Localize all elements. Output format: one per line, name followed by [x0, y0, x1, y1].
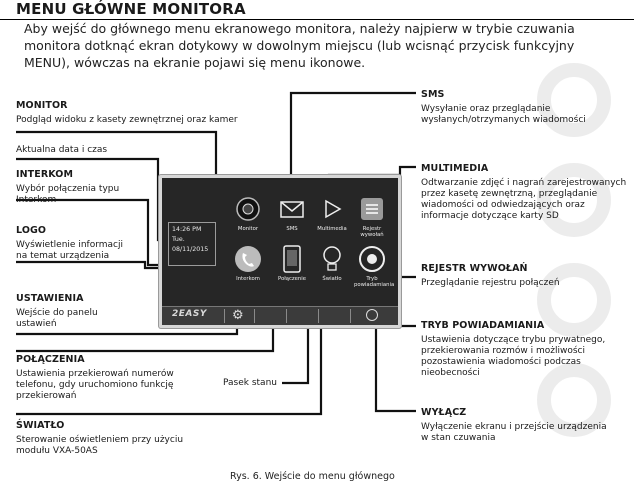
tile-polaczenie[interactable] — [274, 244, 310, 282]
label-tryb — [421, 320, 605, 379]
label-tryb-text: Ustawienia dotyczące trybu prywatnego, — [421, 335, 606, 345]
label-multimedia-title: MULTIMEDIA — [421, 163, 489, 174]
label-pasek — [223, 378, 277, 389]
notification-mode-icon — [357, 244, 387, 274]
bar-separator — [286, 309, 287, 323]
tile-monitor-label: Monitor — [237, 226, 259, 232]
tile-sms[interactable] — [274, 194, 310, 232]
label-sms-title: SMS — [421, 89, 445, 100]
label-wylacz — [421, 407, 607, 444]
status-bar — [162, 306, 398, 325]
label-logo-text: Wyświetlenie informacji — [16, 240, 123, 250]
phone-icon — [233, 244, 263, 274]
tile-sms-label: SMS — [286, 226, 298, 232]
label-sms-text: wysłanych/otrzymanych wiadomości — [421, 115, 586, 125]
tile-multimedia-label: Multimedia — [317, 226, 347, 232]
label-monitor — [16, 100, 238, 126]
intro-paragraph: Aby wejść do głównego menu ekranowego monitora, należy najpierw w trybie czuwania monitora dotknąć ekran dotykowy w dowolnym miejscu (lub wcisnąć przycisk funkcyjny MENU), wówczas na ekranie pojawi się menu ikonowe. — [24, 21, 575, 70]
label-swiatlo — [16, 420, 183, 457]
label-ustawienia-text: Wejście do panelu — [16, 308, 98, 318]
clock-time: 14:26 PM — [172, 226, 202, 233]
label-multimedia-text: Odtwarzanie zdjęć i nagrań zarejestrowanych — [421, 178, 627, 188]
label-polaczenia-text: przekierowań — [16, 391, 77, 401]
tile-rejestr[interactable] — [354, 194, 390, 238]
label-rejestr — [421, 263, 560, 289]
clock-date: 08/11/2015 — [172, 246, 209, 253]
tile-interkom[interactable] — [230, 244, 266, 282]
label-monitor-text: Podgląd widoku z kasety zewnętrznej oraz kamer — [16, 115, 238, 125]
label-swiatlo-text: Sterowanie oświetleniem przy użyciu — [16, 435, 184, 445]
tile-swiatlo-label: Światło — [322, 276, 342, 282]
tile-monitor[interactable] — [230, 194, 266, 232]
label-tryb-text: nieobecności — [421, 368, 480, 378]
bar-separator — [254, 309, 255, 323]
label-ustawienia-text: ustawień — [16, 319, 57, 329]
label-tryb-text: pozostawienia wiadomości podczas — [421, 357, 581, 367]
logo-2easy[interactable]: 2EASY — [172, 309, 207, 319]
label-monitor-title: MONITOR — [16, 100, 68, 111]
figure-caption: Rys. 6. Wejście do menu głównego — [230, 471, 395, 482]
label-tryb-text: przekierowania rozmów i możliwości — [421, 346, 585, 356]
label-logo-text: na temat urządzenia — [16, 251, 110, 261]
label-multimedia — [421, 163, 626, 222]
call-log-icon — [357, 194, 387, 224]
label-ustawienia-title: USTAWIENIA — [16, 293, 84, 304]
power-icon[interactable] — [366, 309, 378, 321]
label-swiatlo-title: ŚWIATŁO — [16, 420, 65, 431]
label-polaczenia-text: telefonu, gdy uruchomiono funkcję — [16, 380, 174, 390]
label-polaczenia-title: POŁĄCZENIA — [16, 354, 85, 365]
bar-separator — [224, 309, 225, 323]
bar-separator — [350, 309, 351, 323]
label-interkom-text: Wybór połączenia typu — [16, 184, 120, 194]
tile-tryb[interactable] — [354, 244, 395, 288]
label-logo-title: LOGO — [16, 225, 47, 236]
tile-interkom-label: Interkom — [236, 276, 260, 282]
gear-icon[interactable]: ⚙ — [232, 308, 244, 323]
label-rejestr-title: REJESTR WYWOŁAŃ — [421, 263, 528, 274]
label-wylacz-title: WYŁĄCZ — [421, 407, 467, 418]
label-tryb-title: TRYB POWIADAMIANIA — [421, 320, 545, 331]
bar-separator — [318, 309, 319, 323]
label-wylacz-text: Wyłączenie ekranu i przejście urządzenia — [421, 422, 607, 432]
label-rejestr-text: Przeglądanie rejestru połączeń — [421, 278, 560, 288]
label-interkom-text: Interkom — [16, 195, 57, 205]
label-sms — [421, 89, 586, 126]
label-ustawienia — [16, 293, 98, 330]
label-polaczenia-text: Ustawienia przekierowań numerów — [16, 369, 174, 379]
label-interkom-title: INTERKOM — [16, 169, 74, 180]
date-time-widget — [168, 222, 216, 266]
tile-tryb-label: Tryb powiadamiania — [354, 276, 395, 288]
smartphone-icon — [277, 244, 307, 274]
label-wylacz-text: w stan czuwania — [421, 433, 496, 443]
lightbulb-icon — [317, 244, 347, 274]
label-datetime-text: Aktualna data i czas — [16, 145, 108, 155]
tile-multimedia[interactable] — [314, 194, 350, 232]
camera-icon — [233, 194, 263, 224]
label-pasek-text: Pasek stanu — [223, 378, 277, 388]
page-title: MENU GŁÓWNE MONITORA — [16, 0, 246, 18]
label-logo — [16, 225, 123, 262]
label-sms-text: Wysyłanie oraz przeglądanie — [421, 104, 551, 114]
monitor-screen — [159, 175, 401, 328]
clock-day: Tue. — [172, 236, 185, 243]
label-polaczenia — [16, 354, 174, 402]
envelope-icon — [277, 194, 307, 224]
play-icon — [317, 194, 347, 224]
label-multimedia-text: wiadomości od odwiedzających oraz — [421, 200, 585, 210]
tile-swiatlo[interactable] — [314, 244, 350, 282]
label-swiatlo-text: modułu VXA-50AS — [16, 446, 98, 456]
label-interkom — [16, 169, 119, 206]
label-multimedia-text: informacje dotyczące karty SD — [421, 211, 559, 221]
label-multimedia-text: przez kasetę zewnętrzną, przeglądanie — [421, 189, 598, 199]
label-datetime — [16, 145, 107, 156]
tile-rejestr-label: Rejestr wywołań — [360, 226, 384, 238]
tile-polaczenie-label: Połączenie — [277, 276, 307, 282]
